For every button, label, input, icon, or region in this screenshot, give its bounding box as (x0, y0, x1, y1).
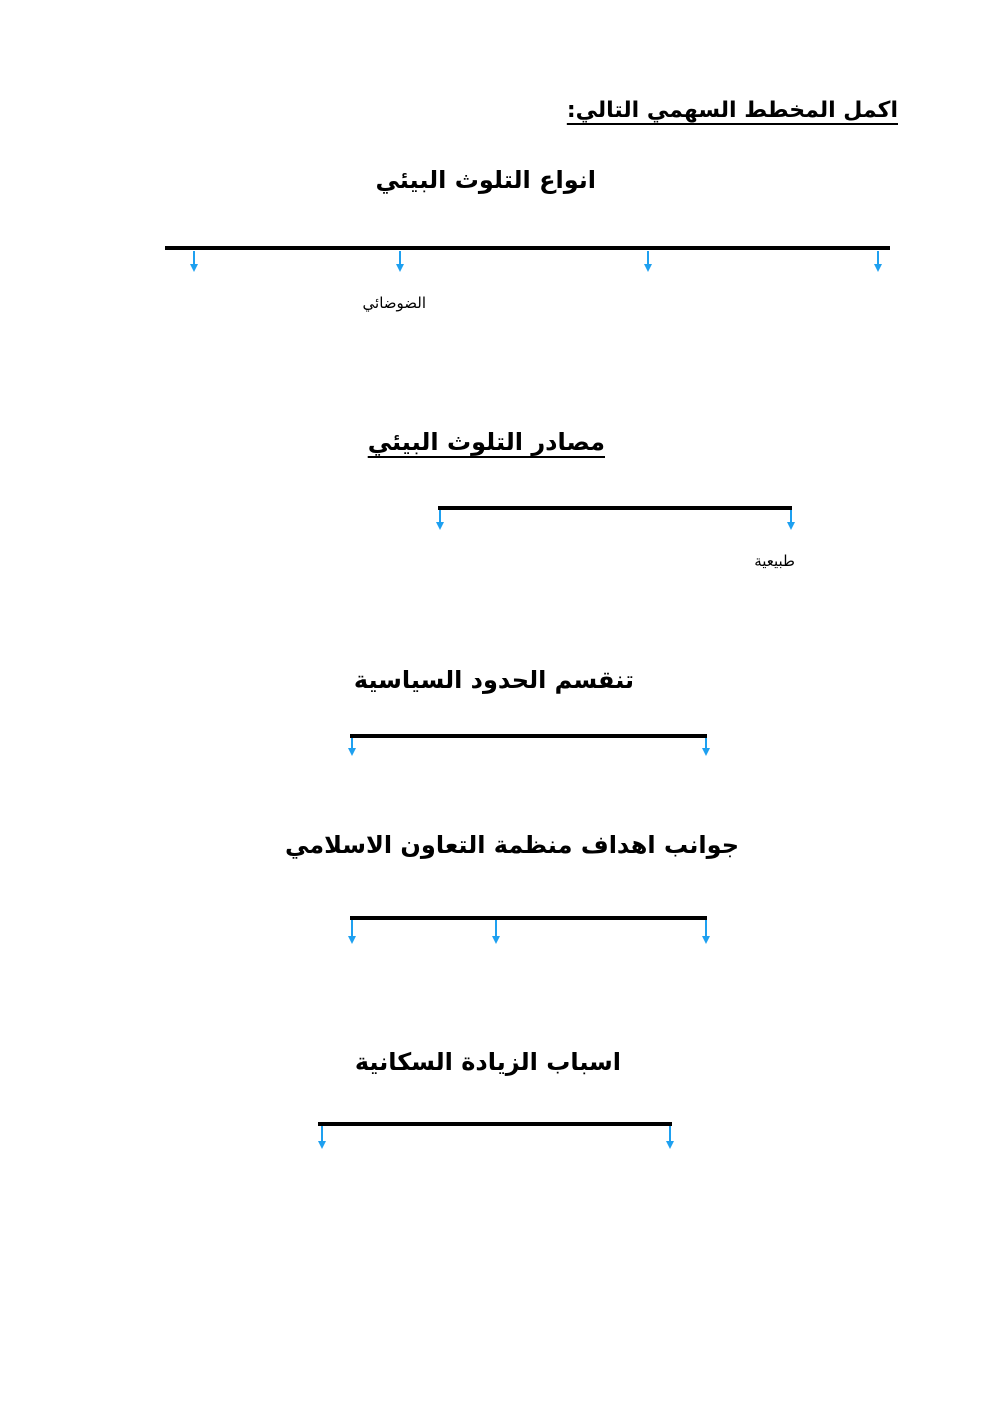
diagram-4-title: جوانب اهداف منظمة التعاون الاسلامي (285, 831, 739, 859)
diagram-2-title: مصادر التلوث البيئي (367, 428, 605, 456)
instruction-text: اكمل المخطط السهمي التالي: (566, 98, 898, 123)
diagram-2-answer-1: طبيعية (754, 552, 795, 570)
diagram-1-title: انواع التلوث البيئي (375, 166, 596, 194)
diagram-1-answer-1: الضوضائي (362, 294, 426, 312)
diagram-3-title: تنقسم الحدود السياسية (353, 666, 634, 694)
diagram-5-title: اسباب الزيادة السكانية (354, 1048, 621, 1076)
